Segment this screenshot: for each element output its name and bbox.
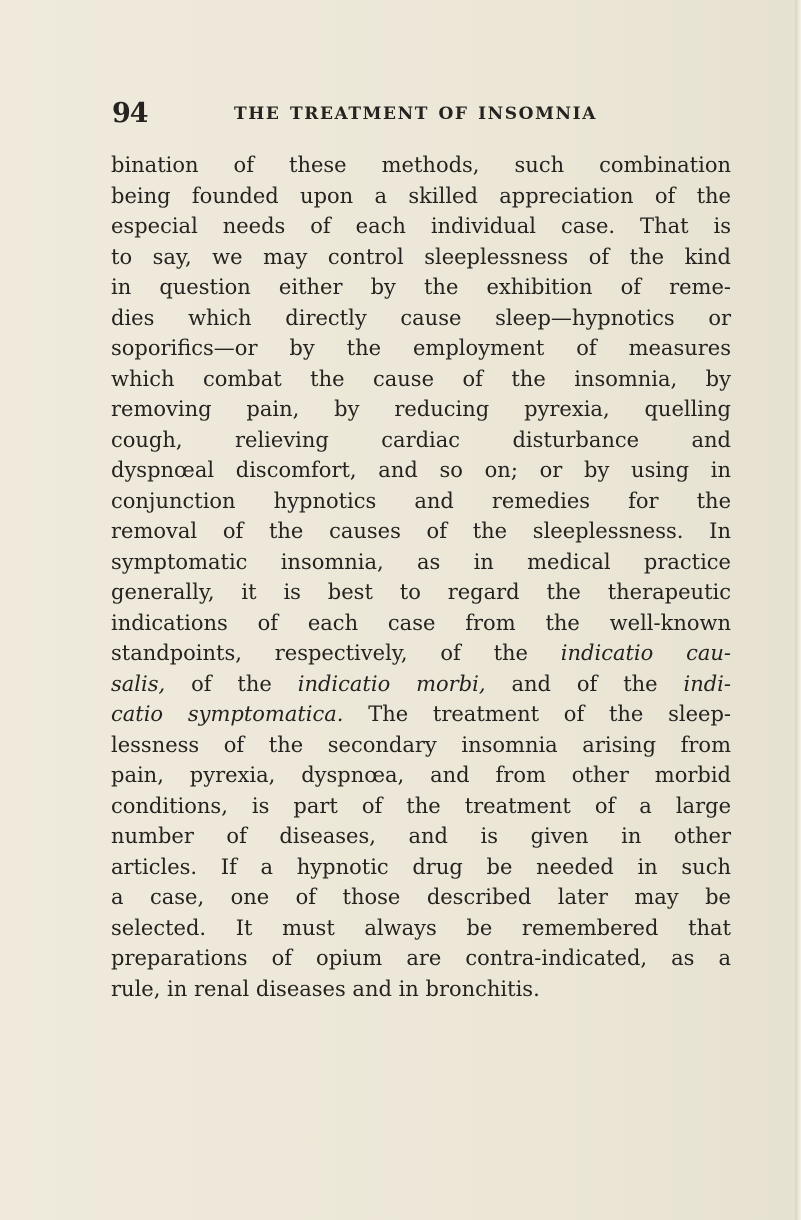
- page-edge: [795, 0, 801, 1220]
- text-segment: dyspnœal discomfort, and so on; or by using in: [111, 458, 731, 482]
- text-line: [111, 333, 731, 364]
- body-paragraph: [111, 150, 731, 1004]
- text-segment: bination of these methods, such combination: [111, 153, 731, 177]
- text-line: [111, 272, 731, 303]
- page-header: [112, 98, 801, 129]
- text-line: [111, 852, 731, 883]
- text-line: [111, 943, 731, 974]
- text-line: [111, 791, 731, 822]
- text-segment: articles. If a hypnotic drug be needed in such: [111, 854, 731, 879]
- text-segment: selected. It must always be remembered that: [111, 915, 731, 940]
- page-number: 94: [112, 98, 148, 129]
- text-segment: indications of each case from the well-known: [111, 610, 731, 635]
- text-line: [111, 760, 731, 791]
- text-line: [111, 547, 731, 578]
- text-line: [111, 150, 731, 181]
- text-segment: removing pain, by reducing pyrexia, quelling: [111, 397, 731, 421]
- text-line: [111, 425, 731, 456]
- italic-term: indicatio cau-: [560, 641, 731, 665]
- text-line: [111, 608, 731, 639]
- text-segment: cough, relieving cardiac disturbance and: [111, 427, 731, 452]
- text-segment: pain, pyrexia, dyspnœa, and from other morbid: [111, 763, 731, 787]
- text-line: [111, 181, 731, 212]
- text-line: [111, 638, 731, 669]
- text-segment: standpoints, respectively, of the: [111, 641, 561, 665]
- text-line: [111, 699, 731, 730]
- text-segment: rule, in renal diseases and in bronchitis.: [111, 976, 540, 1001]
- text-segment: preparations of opium are contra-indicated, as a: [111, 946, 731, 970]
- text-line: [111, 730, 731, 761]
- italic-term: indi-: [683, 671, 731, 696]
- text-line: [111, 882, 731, 913]
- text-segment: lessness of the secondary insomnia arising from: [111, 732, 731, 757]
- text-segment: a case, one of those described later may be: [111, 885, 731, 909]
- text-line: [111, 211, 731, 242]
- text-line: [111, 669, 731, 700]
- text-segment: The treatment of the sleep-: [343, 702, 731, 726]
- text-line: [111, 516, 731, 547]
- text-line: [111, 974, 731, 1005]
- text-line: [111, 913, 731, 944]
- text-segment: especial needs of each individual case. That is: [111, 214, 731, 238]
- text-segment: number of diseases, and is given in other: [111, 824, 731, 848]
- text-line: [111, 242, 731, 273]
- italic-term: salis,: [111, 671, 166, 696]
- text-segment: and of the: [485, 671, 684, 696]
- text-segment: in question either by the exhibition of reme-: [111, 275, 731, 299]
- text-line: [111, 394, 731, 425]
- italic-term: catio symptomatica.: [111, 702, 344, 726]
- running-head: THE TREATMENT OF INSOMNIA: [234, 104, 597, 124]
- text-segment: dies which directly cause sleep—hypnotics or: [111, 305, 731, 330]
- text-segment: soporifics—or by the employment of measures: [111, 336, 731, 360]
- text-segment: which combat the cause of the insomnia, by: [111, 366, 731, 391]
- text-segment: of the: [165, 671, 298, 696]
- text-line: [111, 821, 731, 852]
- text-segment: conditions, is part of the treatment of a large: [111, 793, 731, 818]
- text-segment: generally, it is best to regard the therapeutic: [111, 580, 731, 604]
- text-line: [111, 486, 731, 517]
- text-line: [111, 303, 731, 334]
- text-line: [111, 455, 731, 486]
- text-segment: removal of the causes of the sleeplessness. In: [111, 519, 731, 543]
- text-segment: being founded upon a skilled appreciation of the: [111, 183, 731, 208]
- text-segment: conjunction hypnotics and remedies for the: [111, 488, 731, 513]
- text-segment: symptomatic insomnia, as in medical practice: [111, 549, 731, 574]
- text-segment: to say, we may control sleeplessness of the kind: [111, 244, 731, 269]
- text-line: [111, 577, 731, 608]
- italic-term: indicatio morbi,: [297, 671, 486, 696]
- text-line: [111, 364, 731, 395]
